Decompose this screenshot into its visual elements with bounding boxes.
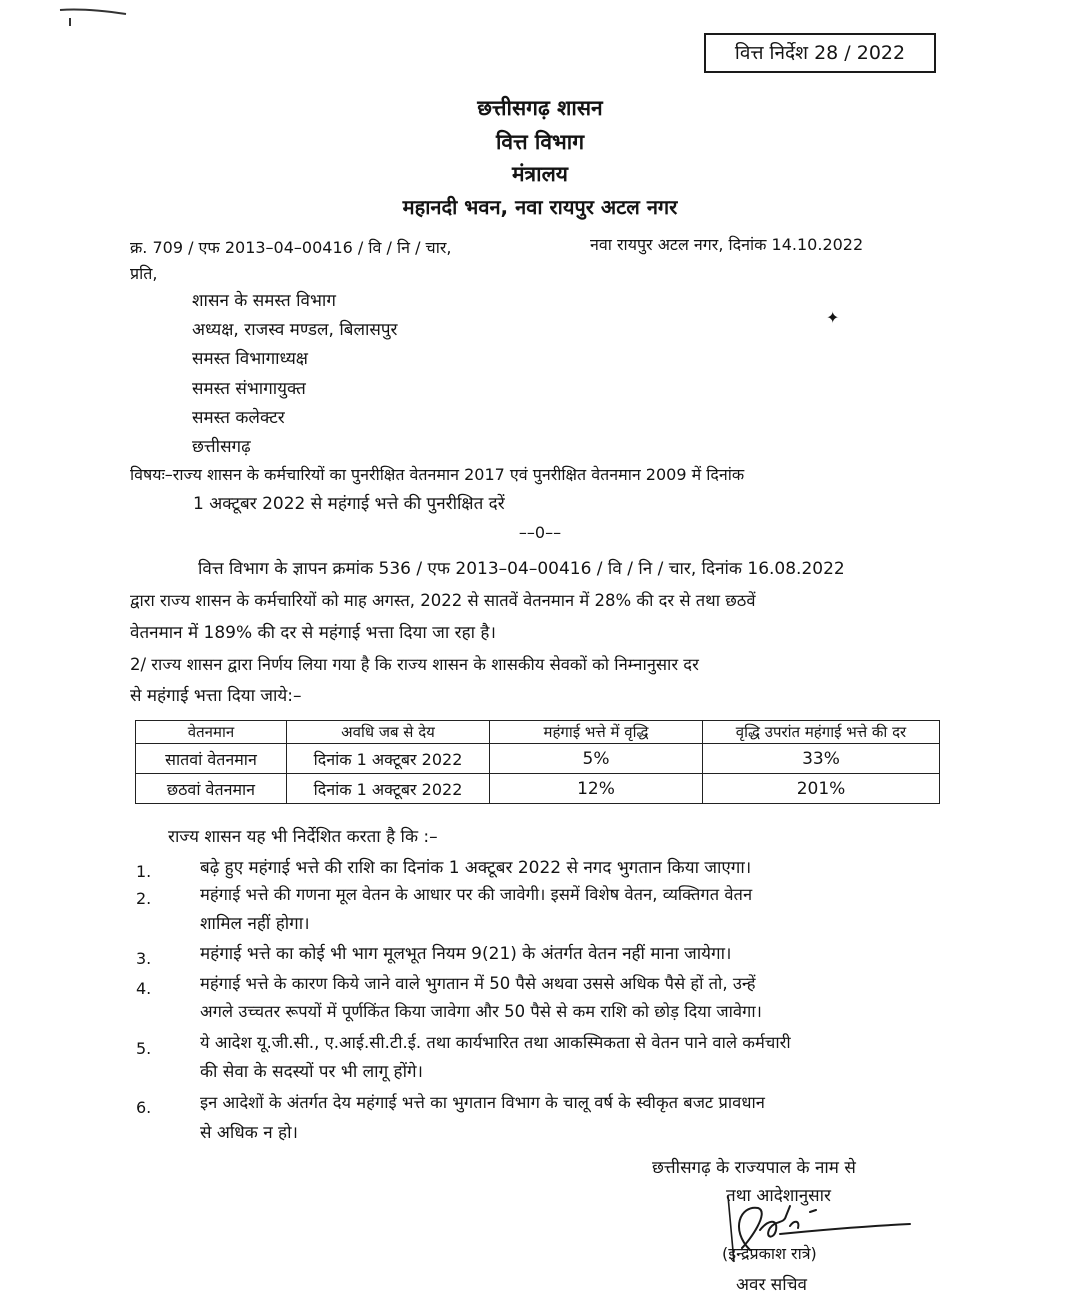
recipient-item: अध्यक्ष, राजस्व मण्डल, बिलासपुर <box>192 320 398 340</box>
list-item-number: 5. <box>136 1039 152 1058</box>
list-item-line: महंगाई भत्ते की गणना मूल वेतन के आधार पर की जावेगी। इसमें विशेष वेतन, व्यक्तिगत वेतन <box>200 885 753 904</box>
table-cell: 201% <box>703 774 940 804</box>
table-cell: 33% <box>703 744 940 774</box>
table-cell: दिनांक 1 अक्टूबर 2022 <box>287 744 490 774</box>
column-header: वेतनमान <box>136 721 287 744</box>
column-header: महंगाई भत्ते में वृद्धि <box>490 721 703 744</box>
recipient-item: समस्त संभागायुक्त <box>192 379 306 399</box>
pen-mark-icon: ✦ <box>826 308 840 327</box>
list-item-line: महंगाई भत्ते का कोई भी भाग मूलभूत नियम 9(21) के अंतर्गत वेतन नहीं माना जायेगा। <box>200 944 732 964</box>
order-reference-box: वित्त निर्देश 28 / 2022 <box>704 33 936 73</box>
header-ministry: मंत्रालय <box>511 162 568 186</box>
list-item-line: से अधिक न हो। <box>200 1123 298 1143</box>
recipient-item: समस्त कलेक्टर <box>192 408 285 428</box>
para2-line-2: से महंगाई भत्ता दिया जाये:– <box>130 686 302 706</box>
list-item-line: बढ़े हुए महंगाई भत्ते की राशि का दिनांक 1 अक्टूबर 2022 से नगद भुगतान किया जाएगा। <box>200 858 752 878</box>
signatory-designation: अवर सचिव <box>736 1275 807 1295</box>
directive-intro: राज्य शासन यह भी निर्देशित करता है कि :– <box>168 827 438 847</box>
para2-line-1: 2/ राज्य शासन द्वारा निर्णय लिया गया है कि राज्य शासन के शासकीय सेवकों को निम्नानुसार दर <box>130 655 699 674</box>
signatory-name: (इन्द्रप्रकाश रात्रे) <box>722 1244 817 1263</box>
table-row <box>136 774 940 804</box>
recipient-item: शासन के समस्त विभाग <box>192 291 336 311</box>
recipient-item: छत्तीसगढ़ <box>192 437 251 457</box>
corner-mark-icon <box>56 0 136 30</box>
para1-line-2: द्वारा राज्य शासन के कर्मचारियों को माह अगस्त, 2022 से सातवें वेतनमान में 28% की दर से तथा छठवें <box>130 591 756 610</box>
subject-line-1: विषयः–राज्य शासन के कर्मचारियों का पुनरीक्षित वेतनमान 2017 एवं पुनरीक्षित वेतनमान 2009 में दिनांक <box>130 465 745 484</box>
table-cell: 12% <box>490 774 703 804</box>
memo-number: क्र. 709 / एफ 2013–04–00416 / वि / नि / चार, <box>130 238 452 257</box>
column-header: अवधि जब से देय <box>287 721 490 744</box>
para1-line-1: वित्त विभाग के ज्ञापन क्रमांक 536 / एफ 2013–04–00416 / वि / नि / चार, दिनांक 16.08.2022 <box>198 559 845 579</box>
list-item-line: इन आदेशों के अंतर्गत देय महंगाई भत्ते का भुगतान विभाग के चालू वर्ष के स्वीकृत बजट प्रावधान <box>200 1093 765 1112</box>
list-item-number: 2. <box>136 889 152 908</box>
list-item-number: 3. <box>136 949 152 968</box>
list-item-number: 4. <box>136 979 152 998</box>
list-item-line: ये आदेश यू.जी.सी., ए.आई.सी.टी.ई. तथा कार्यभारित तथा आकस्मिकता से वेतन पाने वाले कर्मचारी <box>200 1033 791 1052</box>
header-address: महानदी भवन, नवा रायपुर अटल नगर <box>402 195 678 219</box>
list-item-line: की सेवा के सदस्यों पर भी लागू होंगे। <box>200 1062 423 1082</box>
da-rate-table <box>135 720 940 804</box>
list-item-line: अगले उच्चतर रूपयों में पूर्णकिंत किया जावेगा और 50 पैसे से कम राशि को छोड़ दिया जावेगा। <box>200 1002 762 1021</box>
table-header-row <box>136 721 940 744</box>
para1-line-3: वेतनमान में 189% की दर से महंगाई भत्ता दिया जा रहा है। <box>130 623 496 643</box>
table-cell: दिनांक 1 अक्टूबर 2022 <box>287 774 490 804</box>
table-cell: छठवां वेतनमान <box>136 774 287 804</box>
header-government: छत्तीसगढ़ शासन <box>477 96 603 120</box>
list-item-line: महंगाई भत्ते के कारण किये जाने वाले भुगतान में 50 पैसे अथवा उससे अधिक पैसे हों तो, उन्हें <box>200 974 756 993</box>
to-label: प्रति, <box>130 264 158 283</box>
table-cell: 5% <box>490 744 703 774</box>
subject-line-2: 1 अक्टूबर 2022 से महंगाई भत्ते की पुनरीक्षित दरें <box>193 494 505 514</box>
table-row <box>136 744 940 774</box>
recipient-item: समस्त विभागाध्यक्ष <box>192 349 308 369</box>
separator: ––0–– <box>518 523 562 542</box>
signature-authority-line: छत्तीसगढ़ के राज्यपाल के नाम से <box>652 1158 856 1178</box>
memo-place-date: नवा रायपुर अटल नगर, दिनांक 14.10.2022 <box>590 235 864 254</box>
header-department: वित्त विभाग <box>495 130 585 154</box>
list-item-line: शामिल नहीं होगा। <box>200 914 310 934</box>
list-item-number: 1. <box>136 862 152 881</box>
table-cell: सातवां वेतनमान <box>136 744 287 774</box>
list-item-number: 6. <box>136 1098 152 1117</box>
column-header: वृद्धि उपरांत महंगाई भत्ते की दर <box>703 721 940 744</box>
signature-order-line: तथा आदेशानुसार <box>726 1186 832 1206</box>
